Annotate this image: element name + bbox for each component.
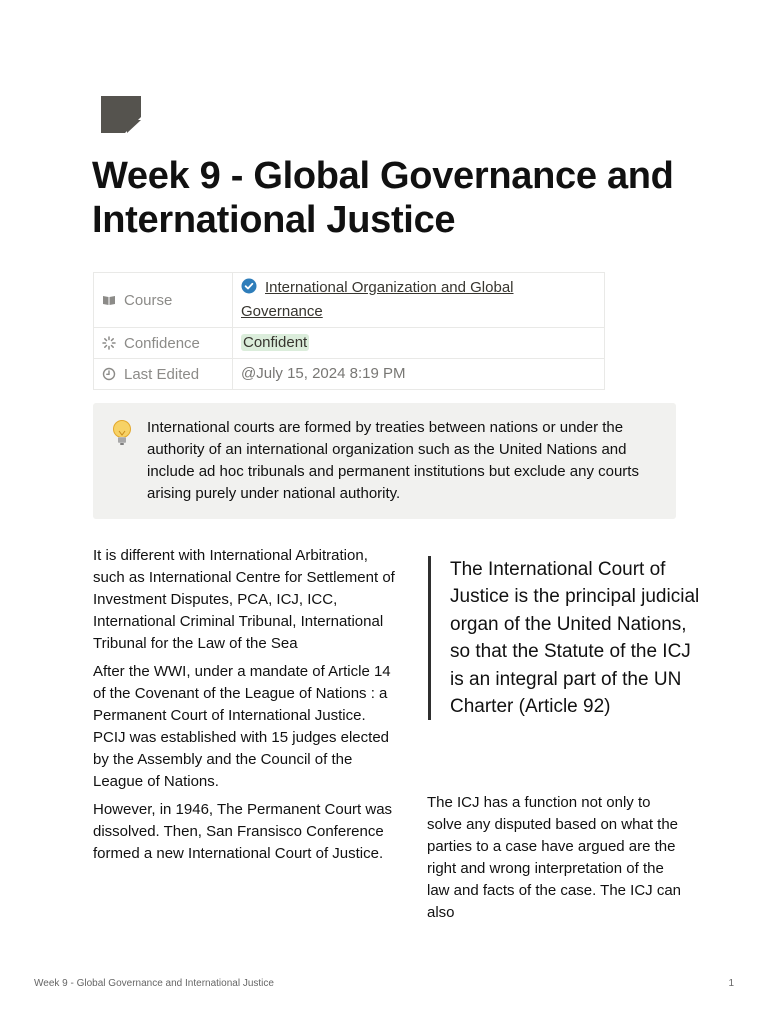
- right-column: [427, 792, 687, 924]
- course-link[interactable]: International Organization and Global Governance: [241, 279, 514, 320]
- property-row-course: [94, 273, 605, 328]
- property-label: Course: [124, 291, 173, 309]
- property-label: Confidence: [124, 334, 200, 352]
- page-title: Week 9 - Global Governance and International Justice: [92, 155, 674, 241]
- property-key-course: [94, 273, 233, 328]
- note-page-icon: [101, 96, 141, 133]
- page-number: 1: [728, 978, 734, 989]
- lightbulb-icon: [111, 419, 133, 447]
- book-icon: [102, 293, 116, 307]
- property-key-last-edited: [94, 359, 233, 390]
- quote-block: [428, 556, 702, 720]
- property-row-confidence: [94, 328, 605, 359]
- loading-icon: [102, 336, 116, 350]
- clock-icon: [102, 367, 116, 381]
- property-value-confidence: [233, 328, 605, 359]
- footer-title: Week 9 - Global Governance and International Justice: [34, 978, 274, 989]
- paragraph: It is different with International Arbitration, such as International Centre for Settlement of Investment Disputes, PCA, ICJ, ICC, International Criminal Tribunal, International Tribunal for the Law of the Sea: [93, 547, 395, 652]
- paragraph: The ICJ has a function not only to solve any disputed based on what the parties to a case have argued are the right and wrong interpretation of the law and facts of the case. The ICJ can also: [427, 794, 682, 921]
- property-key-confidence: [94, 328, 233, 359]
- paragraph: However, in 1946, The Permanent Court was dissolved. Then, San Fransisco Conference formed a new International Court of Justice.: [93, 801, 393, 862]
- callout-text: International courts are formed by treaties between nations or under the authority of an international organization such as the United Nations and include ad hoc tribunals and permanent institutions but exclude any courts arising purely under national authority.: [147, 419, 639, 502]
- paragraph: After the WWI, under a mandate of Article 14 of the Covenant of the League of Nations : a Permanent Court of International Justice. PCIJ was established with 15 judges elected by the Assembly and the Council of the League of Nations.: [93, 663, 391, 790]
- confidence-tag[interactable]: Confident: [243, 334, 308, 351]
- property-value-last-edited: @July 15, 2024 8:19 PM: [233, 359, 605, 390]
- quote-text: The International Court of Justice is the principal judicial organ of the United Nations, so that the Statute of the ICJ is an integral part of the UN Charter (Article 92): [450, 559, 700, 718]
- property-value-course: [233, 273, 605, 328]
- verified-check-icon: [241, 278, 257, 301]
- left-column: [93, 545, 401, 871]
- property-row-last-edited: [94, 359, 605, 390]
- properties-table: [93, 272, 605, 390]
- property-label: Last Edited: [124, 365, 200, 383]
- callout-block: [93, 403, 676, 519]
